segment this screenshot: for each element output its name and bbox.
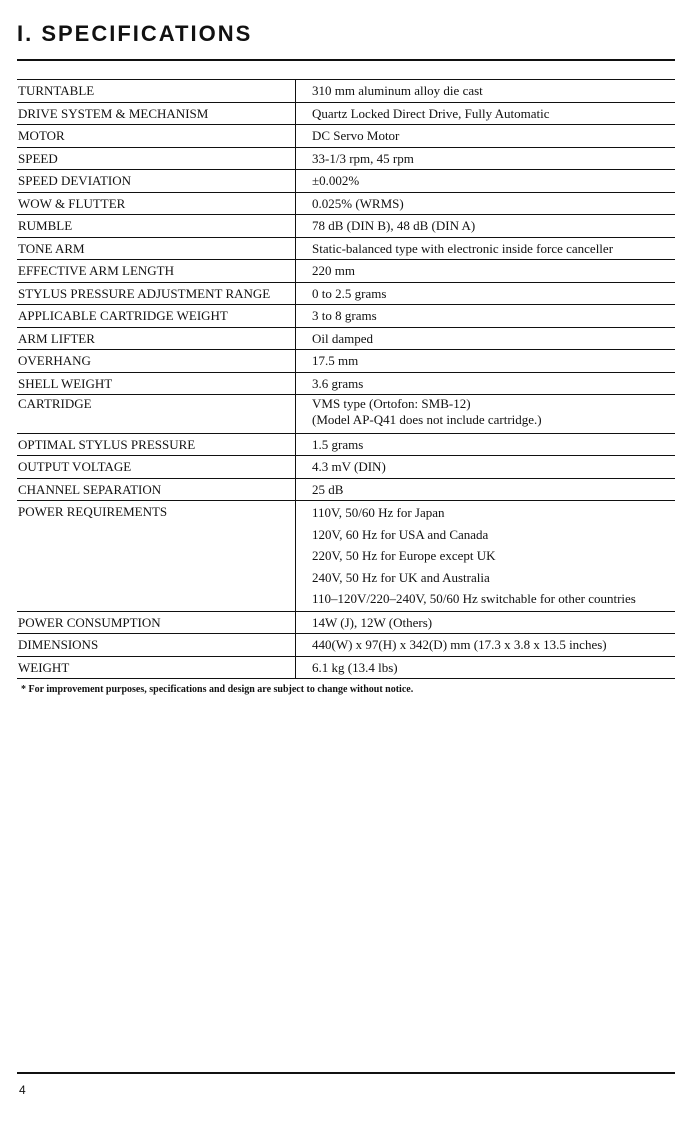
- spec-label: MOTOR: [17, 125, 296, 148]
- page-title: I. SPECIFICATIONS: [17, 21, 253, 46]
- spec-value-line: Quartz Locked Direct Drive, Fully Automatic: [312, 105, 550, 121]
- spec-label: ARM LIFTER: [17, 327, 296, 350]
- spec-value-line: 0 to 2.5 grams: [312, 285, 387, 301]
- spec-row: [17, 80, 675, 103]
- spec-value-line: 120V, 60 Hz for USA and Canada: [312, 526, 489, 542]
- spec-value-line: 110–120V/220–240V, 50/60 Hz switchable for other countries: [312, 591, 636, 607]
- spec-value: [296, 327, 676, 350]
- spec-label: SPEED DEVIATION: [17, 170, 296, 193]
- spec-value: [296, 611, 676, 634]
- spec-row: [17, 192, 675, 215]
- spec-row: [17, 237, 675, 260]
- spec-row: [17, 456, 675, 479]
- spec-value-line: 240V, 50 Hz for UK and Australia: [312, 569, 490, 585]
- spec-label: RUMBLE: [17, 215, 296, 238]
- spec-label: POWER REQUIREMENTS: [17, 501, 296, 612]
- spec-value-line: 3.6 grams: [312, 375, 364, 391]
- spec-label: SHELL WEIGHT: [17, 372, 296, 395]
- footnote: * For improvement purposes, specifications and design are subject to change without notice.: [21, 684, 414, 695]
- spec-value-line: 220 mm: [312, 263, 355, 278]
- spec-value-line: 14W (J), 12W (Others): [312, 614, 433, 630]
- spec-value-line: 1.5 grams: [312, 436, 364, 452]
- spec-value: [296, 192, 676, 215]
- spec-row: [17, 433, 675, 456]
- spec-value-line: 310 mm aluminum alloy die cast: [312, 83, 483, 98]
- title-divider: [17, 59, 675, 61]
- spec-value: [296, 237, 676, 260]
- spec-value: [296, 102, 676, 125]
- spec-label: SPEED: [17, 147, 296, 170]
- spec-value: [296, 282, 676, 305]
- spec-value: [296, 501, 676, 612]
- spec-value: [296, 350, 676, 373]
- spec-label: OVERHANG: [17, 350, 296, 373]
- spec-value: [296, 260, 676, 283]
- spec-value-line: 33-1/3 rpm, 45 rpm: [312, 150, 414, 166]
- spec-row: [17, 656, 675, 679]
- spec-row: [17, 611, 675, 634]
- spec-label: APPLICABLE CARTRIDGE WEIGHT: [17, 305, 296, 328]
- specifications-table: [17, 79, 675, 679]
- spec-label: CARTRIDGE: [17, 395, 296, 434]
- footer-divider: [17, 1072, 675, 1074]
- spec-value: [296, 433, 676, 456]
- spec-value: [296, 395, 676, 434]
- spec-value-line: 4.3 mV (DIN): [312, 459, 386, 475]
- spec-row: [17, 395, 675, 434]
- spec-value-line: VMS type (Ortofon: SMB-12): [312, 396, 471, 411]
- spec-label: OUTPUT VOLTAGE: [17, 456, 296, 479]
- specifications-table-body: [17, 80, 675, 679]
- spec-value: [296, 215, 676, 238]
- spec-value: [296, 456, 676, 479]
- spec-value-line: (Model AP-Q41 does not include cartridge.): [312, 411, 542, 427]
- spec-value-line: 0.025% (WRMS): [312, 195, 404, 211]
- spec-value-line: 110V, 50/60 Hz for Japan: [312, 505, 445, 521]
- spec-value: [296, 147, 676, 170]
- spec-value: [296, 80, 676, 103]
- spec-label: STYLUS PRESSURE ADJUSTMENT RANGE: [17, 282, 296, 305]
- spec-label: DIMENSIONS: [17, 634, 296, 657]
- spec-label: CHANNEL SEPARATION: [17, 478, 296, 501]
- spec-value-line: 78 dB (DIN B), 48 dB (DIN A): [312, 218, 476, 233]
- spec-row: [17, 305, 675, 328]
- spec-label: POWER CONSUMPTION: [17, 611, 296, 634]
- spec-value: [296, 125, 676, 148]
- spec-value-line: Static-balanced type with electronic inside force canceller: [312, 240, 614, 256]
- spec-value: [296, 634, 676, 657]
- spec-row: [17, 282, 675, 305]
- spec-value-line: Oil damped: [312, 330, 374, 346]
- spec-value-line: 6.1 kg (13.4 lbs): [312, 659, 398, 675]
- spec-value-line: 220V, 50 Hz for Europe except UK: [312, 548, 496, 564]
- spec-row: [17, 170, 675, 193]
- spec-label: DRIVE SYSTEM & MECHANISM: [17, 102, 296, 125]
- spec-value: [296, 478, 676, 501]
- spec-row: [17, 478, 675, 501]
- spec-label: WOW & FLUTTER: [17, 192, 296, 215]
- spec-row: [17, 125, 675, 148]
- spec-value-line: DC Servo Motor: [312, 128, 400, 143]
- spec-label: WEIGHT: [17, 656, 296, 679]
- spec-row: [17, 260, 675, 283]
- spec-value: [296, 656, 676, 679]
- spec-row: [17, 372, 675, 395]
- spec-row: [17, 147, 675, 170]
- spec-value-line: 440(W) x 97(H) x 342(D) mm (17.3 x 3.8 x 13.5 inches): [312, 637, 607, 653]
- spec-value: [296, 305, 676, 328]
- spec-label: TONE ARM: [17, 237, 296, 260]
- spec-value: [296, 170, 676, 193]
- spec-row: [17, 327, 675, 350]
- spec-row: [17, 350, 675, 373]
- spec-row: [17, 102, 675, 125]
- spec-row: [17, 501, 675, 612]
- spec-value-line: 17.5 mm: [312, 353, 359, 368]
- spec-value-line: ±0.002%: [312, 173, 360, 188]
- spec-row: [17, 634, 675, 657]
- page-number: 4: [19, 1083, 26, 1097]
- spec-value-line: 25 dB: [312, 481, 344, 497]
- spec-value-line: 3 to 8 grams: [312, 308, 377, 323]
- spec-label: OPTIMAL STYLUS PRESSURE: [17, 433, 296, 456]
- spec-value: [296, 372, 676, 395]
- spec-label: TURNTABLE: [17, 80, 296, 103]
- spec-label: EFFECTIVE ARM LENGTH: [17, 260, 296, 283]
- spec-row: [17, 215, 675, 238]
